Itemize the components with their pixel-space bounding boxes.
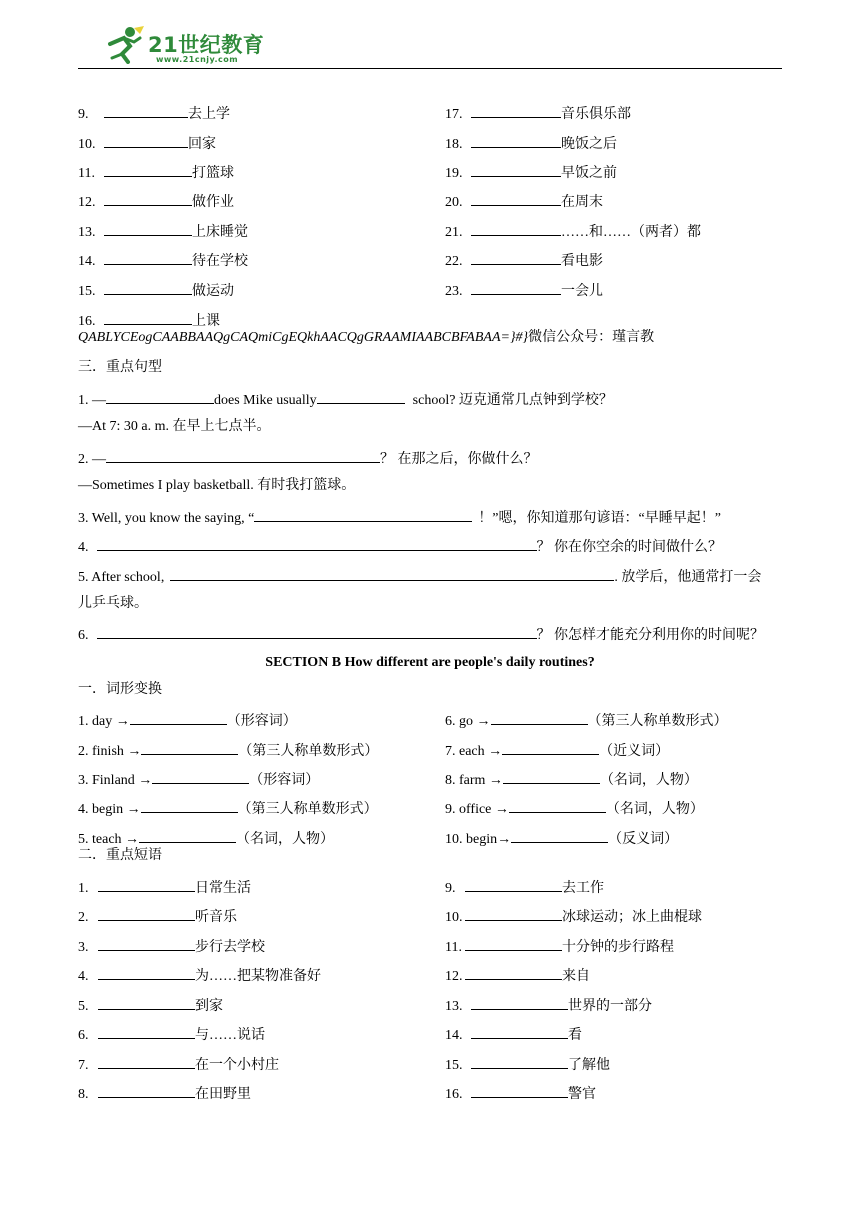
answer-blank[interactable] bbox=[471, 250, 561, 265]
answer-blank[interactable] bbox=[104, 103, 188, 118]
list-item: 12. 做作业 bbox=[78, 191, 234, 212]
answer-blank[interactable] bbox=[104, 280, 192, 295]
answer-blank[interactable] bbox=[465, 936, 562, 951]
list-item: 4. 为……把某物准备好 bbox=[78, 965, 321, 986]
answer-blank[interactable] bbox=[141, 798, 238, 813]
list-item: 13. 世界的一部分 bbox=[445, 995, 652, 1016]
wordform-item: 10. begin→ （反义词） bbox=[445, 828, 678, 849]
page-header bbox=[78, 20, 782, 69]
list-item: 8. 在田野里 bbox=[78, 1083, 251, 1104]
section-heading: 一．词形变换 bbox=[78, 682, 162, 697]
sentence-5: 5. After school, . 放学后，他通常打一会 bbox=[78, 566, 761, 587]
sentence-2: 2. — ？ 在那之后，你做什么？ bbox=[78, 448, 538, 469]
answer-blank[interactable] bbox=[98, 1054, 195, 1069]
answer-blank[interactable] bbox=[509, 798, 606, 813]
list-item: 14. 待在学校 bbox=[78, 250, 248, 271]
answer-blank[interactable] bbox=[502, 740, 599, 755]
answer-blank[interactable] bbox=[471, 191, 561, 206]
list-item: 22. 看电影 bbox=[445, 250, 603, 271]
answer-blank[interactable] bbox=[471, 133, 561, 148]
list-item: 15. 了解他 bbox=[445, 1054, 610, 1075]
answer-blank[interactable] bbox=[98, 1024, 195, 1039]
list-item: 10. 回家 bbox=[78, 133, 216, 154]
answer-blank[interactable] bbox=[511, 828, 608, 843]
wordform-item: 2. finish → （第三人称单数形式） bbox=[78, 740, 378, 761]
list-item: 14. 看 bbox=[445, 1024, 582, 1045]
list-item: 20. 在周末 bbox=[445, 191, 603, 212]
answer-blank[interactable] bbox=[471, 162, 561, 177]
answer-blank[interactable] bbox=[139, 828, 236, 843]
answer-blank[interactable] bbox=[97, 536, 537, 551]
answer-blank[interactable] bbox=[465, 906, 562, 921]
list-item: 5. 到家 bbox=[78, 995, 223, 1016]
section-b-title: SECTION B How different are people's daily routines? bbox=[265, 655, 595, 670]
answer-blank[interactable] bbox=[471, 221, 561, 236]
answer-blank[interactable] bbox=[254, 507, 472, 522]
list-item: 13. 上床睡觉 bbox=[78, 221, 248, 242]
answer-blank[interactable] bbox=[491, 710, 588, 725]
answer-blank[interactable] bbox=[471, 103, 561, 118]
wordform-item: 5. teach → （名词，人物） bbox=[78, 828, 334, 849]
list-item: 9. 去工作 bbox=[445, 877, 604, 898]
sentence-4: 4. ？ 你在你空余的时间做什么？ bbox=[78, 536, 722, 557]
answer-blank[interactable] bbox=[471, 1024, 568, 1039]
answer-blank[interactable] bbox=[471, 995, 568, 1010]
answer-blank[interactable] bbox=[104, 162, 192, 177]
wordform-item: 6. go → （第三人称单数形式） bbox=[445, 710, 728, 731]
answer-blank[interactable] bbox=[98, 965, 195, 980]
wordform-item: 7. each → （近义词） bbox=[445, 740, 669, 761]
list-item: 15. 做运动 bbox=[78, 280, 234, 301]
list-item: 2. 听音乐 bbox=[78, 906, 237, 927]
answer-blank[interactable] bbox=[104, 221, 192, 236]
logo-title: 21世纪教育 bbox=[148, 33, 265, 57]
list-item: 10. 冰球运动；冰上曲棍球 bbox=[445, 906, 702, 927]
answer-blank[interactable] bbox=[152, 769, 249, 784]
list-item: 16. 警官 bbox=[445, 1083, 596, 1104]
answer-blank[interactable] bbox=[465, 877, 562, 892]
answer-blank[interactable] bbox=[98, 995, 195, 1010]
answer-blank[interactable] bbox=[98, 906, 195, 921]
answer-blank[interactable] bbox=[104, 250, 192, 265]
list-item: 7. 在一个小村庄 bbox=[78, 1054, 279, 1075]
section-heading: 三．重点句型 bbox=[78, 360, 162, 375]
answer-blank[interactable] bbox=[97, 624, 537, 639]
list-item: 17. 音乐俱乐部 bbox=[445, 103, 631, 124]
answer-blank[interactable] bbox=[98, 1083, 195, 1098]
answer-blank[interactable] bbox=[471, 1054, 568, 1069]
runner-logo-icon bbox=[100, 24, 146, 64]
sentence-5-cont: 儿乒乓球。 bbox=[78, 596, 148, 611]
answer-blank[interactable] bbox=[104, 133, 188, 148]
list-item: 6. 与……说话 bbox=[78, 1024, 265, 1045]
answer-blank[interactable] bbox=[98, 877, 195, 892]
list-item: 19. 早饭之前 bbox=[445, 162, 617, 183]
answer-line: —Sometimes I play basketball. 有时我打篮球。 bbox=[78, 478, 356, 493]
sentence-6: 6. ？ 你怎样才能充分利用你的时间呢？ bbox=[78, 624, 764, 645]
answer-blank[interactable] bbox=[106, 389, 214, 404]
answer-blank[interactable] bbox=[465, 965, 562, 980]
list-item: 16. 上课 bbox=[78, 310, 220, 331]
answer-blank[interactable] bbox=[170, 566, 614, 581]
answer-blank[interactable] bbox=[106, 448, 380, 463]
sentence-3: 3. Well, you know the saying, “ ！”嗯，你知道那句谚语：“早睡早起！” bbox=[78, 507, 721, 528]
list-item: 3. 步行去学校 bbox=[78, 936, 265, 957]
list-item: 11. 十分钟的步行路程 bbox=[445, 936, 674, 957]
list-item: 18. 晚饭之后 bbox=[445, 133, 617, 154]
answer-blank[interactable] bbox=[317, 389, 405, 404]
wordform-item: 8. farm → （名词，人物） bbox=[445, 769, 698, 790]
answer-line: —At 7: 30 a. m. 在早上七点半。 bbox=[78, 419, 271, 434]
answer-blank[interactable] bbox=[104, 191, 192, 206]
section-heading: 二．重点短语 bbox=[78, 848, 162, 863]
list-item: 11. 打篮球 bbox=[78, 162, 234, 183]
list-item: 21. ……和……（两者）都 bbox=[445, 221, 701, 242]
sentence-1: 1. — does Mike usually school? 迈克通常几点钟到学校？ bbox=[78, 389, 613, 410]
wordform-item: 4. begin → （第三人称单数形式） bbox=[78, 798, 378, 819]
answer-blank[interactable] bbox=[130, 710, 227, 725]
answer-blank[interactable] bbox=[141, 740, 238, 755]
logo-url: www.21cnjy.com bbox=[156, 55, 239, 64]
list-item: 1. 日常生活 bbox=[78, 877, 251, 898]
wordform-item: 1. day → （形容词） bbox=[78, 710, 297, 731]
answer-blank[interactable] bbox=[503, 769, 600, 784]
answer-blank[interactable] bbox=[471, 280, 561, 295]
wordform-item: 3. Finland → （形容词） bbox=[78, 769, 319, 790]
answer-blank[interactable] bbox=[104, 310, 192, 325]
answer-blank[interactable] bbox=[98, 936, 195, 951]
list-item: 9. 去上学 bbox=[78, 103, 230, 124]
answer-blank[interactable] bbox=[471, 1083, 568, 1098]
list-item: 23. 一会儿 bbox=[445, 280, 603, 301]
list-item: 12. 来自 bbox=[445, 965, 590, 986]
watermark-line: QABLYCEogCAABBAAQgCAQmiCgEQkhAACQgGRAAMIAABCBFABAA=}#}微信公众号：瑾言教 bbox=[78, 330, 655, 345]
wordform-item: 9. office → （名词，人物） bbox=[445, 798, 704, 819]
